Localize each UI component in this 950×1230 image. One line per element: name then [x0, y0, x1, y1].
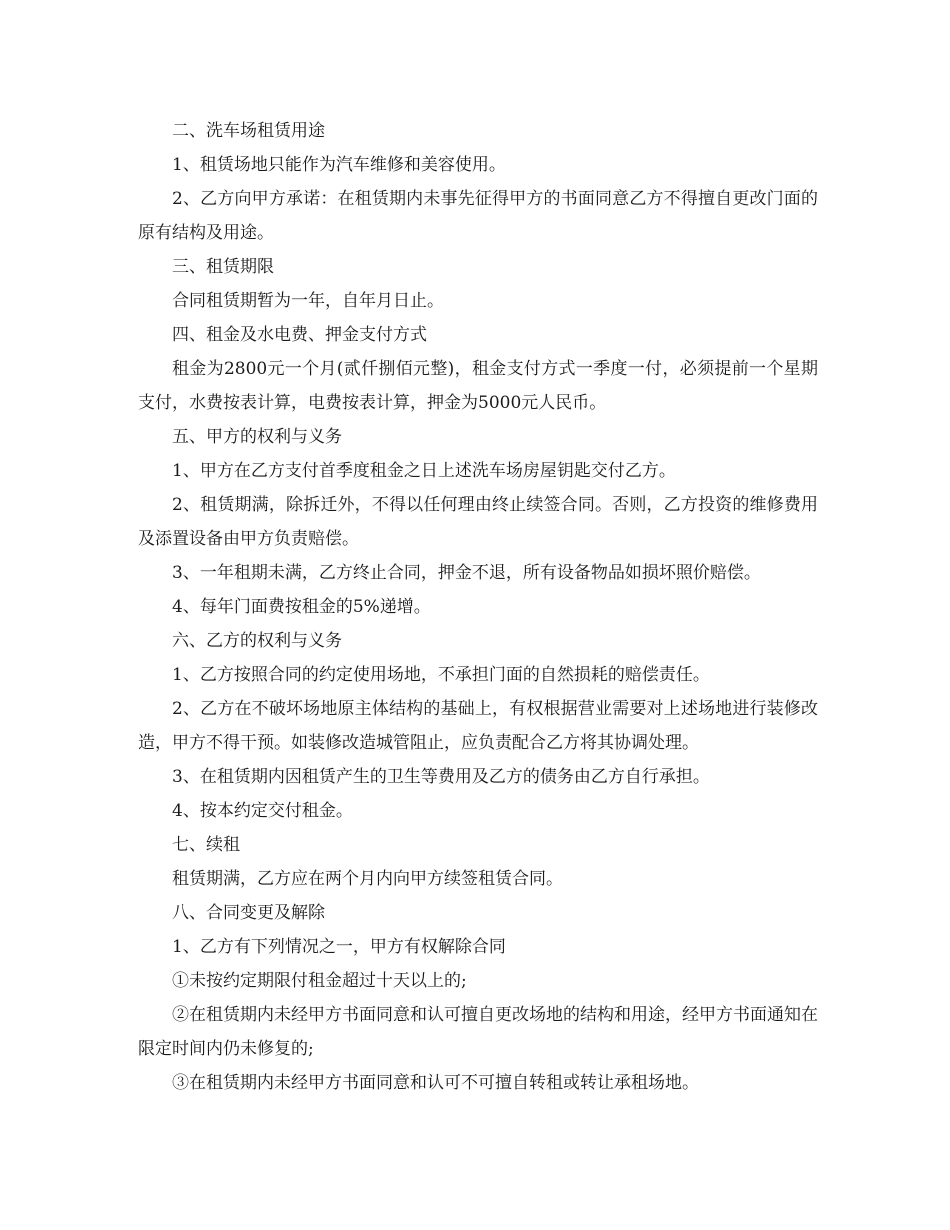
paragraph: 租金为2800元一个月(贰仟捌佰元整)，租金支付方式一季度一付，必须提前一个星期支付，水费按表计算，电费按表计算，押金为5000元人民币。: [138, 359, 818, 413]
section-heading-term: 三、租赁期限: [172, 257, 274, 277]
section-heading-party-a: 五、甲方的权利与义务: [172, 427, 342, 447]
document-body: [138, 114, 818, 1100]
section-heading-change-termination: 八、合同变更及解除: [172, 903, 325, 923]
paragraph: 4、每年门面费按租金的5%递增。: [172, 597, 431, 617]
paragraph: 2、乙方向甲方承诺：在租赁期内未事先征得甲方的书面同意乙方不得擅自更改门面的原有结构及用途。: [138, 189, 818, 243]
list-item: ①未按约定期限付租金超过十天以上的;: [172, 971, 467, 991]
section-heading-renewal: 七、续租: [172, 835, 240, 855]
paragraph: 2、乙方在不破坏场地原主体结构的基础上，有权根据营业需要对上述场地进行装修改造，甲方不得干预。如装修改造城管阻止，应负责配合乙方将其协调处理。: [138, 699, 818, 753]
paragraph: 2、租赁期满，除拆迁外，不得以任何理由终止续签合同。否则，乙方投资的维修费用及添置设备由甲方负责赔偿。: [138, 495, 818, 549]
paragraph: 合同租赁期暂为一年，自年月日止。: [172, 291, 444, 311]
paragraph: 1、租赁场地只能作为汽车维修和美容使用。: [172, 155, 506, 175]
paragraph: 1、甲方在乙方支付首季度租金之日上述洗车场房屋钥匙交付乙方。: [172, 461, 676, 481]
paragraph: 3、在租赁期内因租赁产生的卫生等费用及乙方的债务由乙方自行承担。: [172, 767, 710, 787]
section-heading-usage: 二、洗车场租赁用途: [172, 121, 325, 141]
paragraph: 1、乙方有下列情况之一，甲方有权解除合同: [172, 937, 506, 957]
section-heading-rent-payment: 四、租金及水电费、押金支付方式: [172, 325, 427, 345]
paragraph: 3、一年租期未满，乙方终止合同，押金不退，所有设备物品如损坏照价赔偿。: [172, 563, 761, 583]
list-item: ③在租赁期内未经甲方书面同意和认可不可擅自转租或转让承租场地。: [172, 1073, 699, 1093]
paragraph: 1、乙方按照合同的约定使用场地，不承担门面的自然损耗的赔偿责任。: [172, 665, 710, 685]
list-item: ②在租赁期内未经甲方书面同意和认可擅自更改场地的结构和用途，经甲方书面通知在限定时间内仍未修复的;: [138, 1005, 818, 1059]
paragraph: 租赁期满，乙方应在两个月内向甲方续签租赁合同。: [172, 869, 563, 889]
section-heading-party-b: 六、乙方的权利与义务: [172, 631, 342, 651]
paragraph: 4、按本约定交付租金。: [172, 801, 353, 821]
